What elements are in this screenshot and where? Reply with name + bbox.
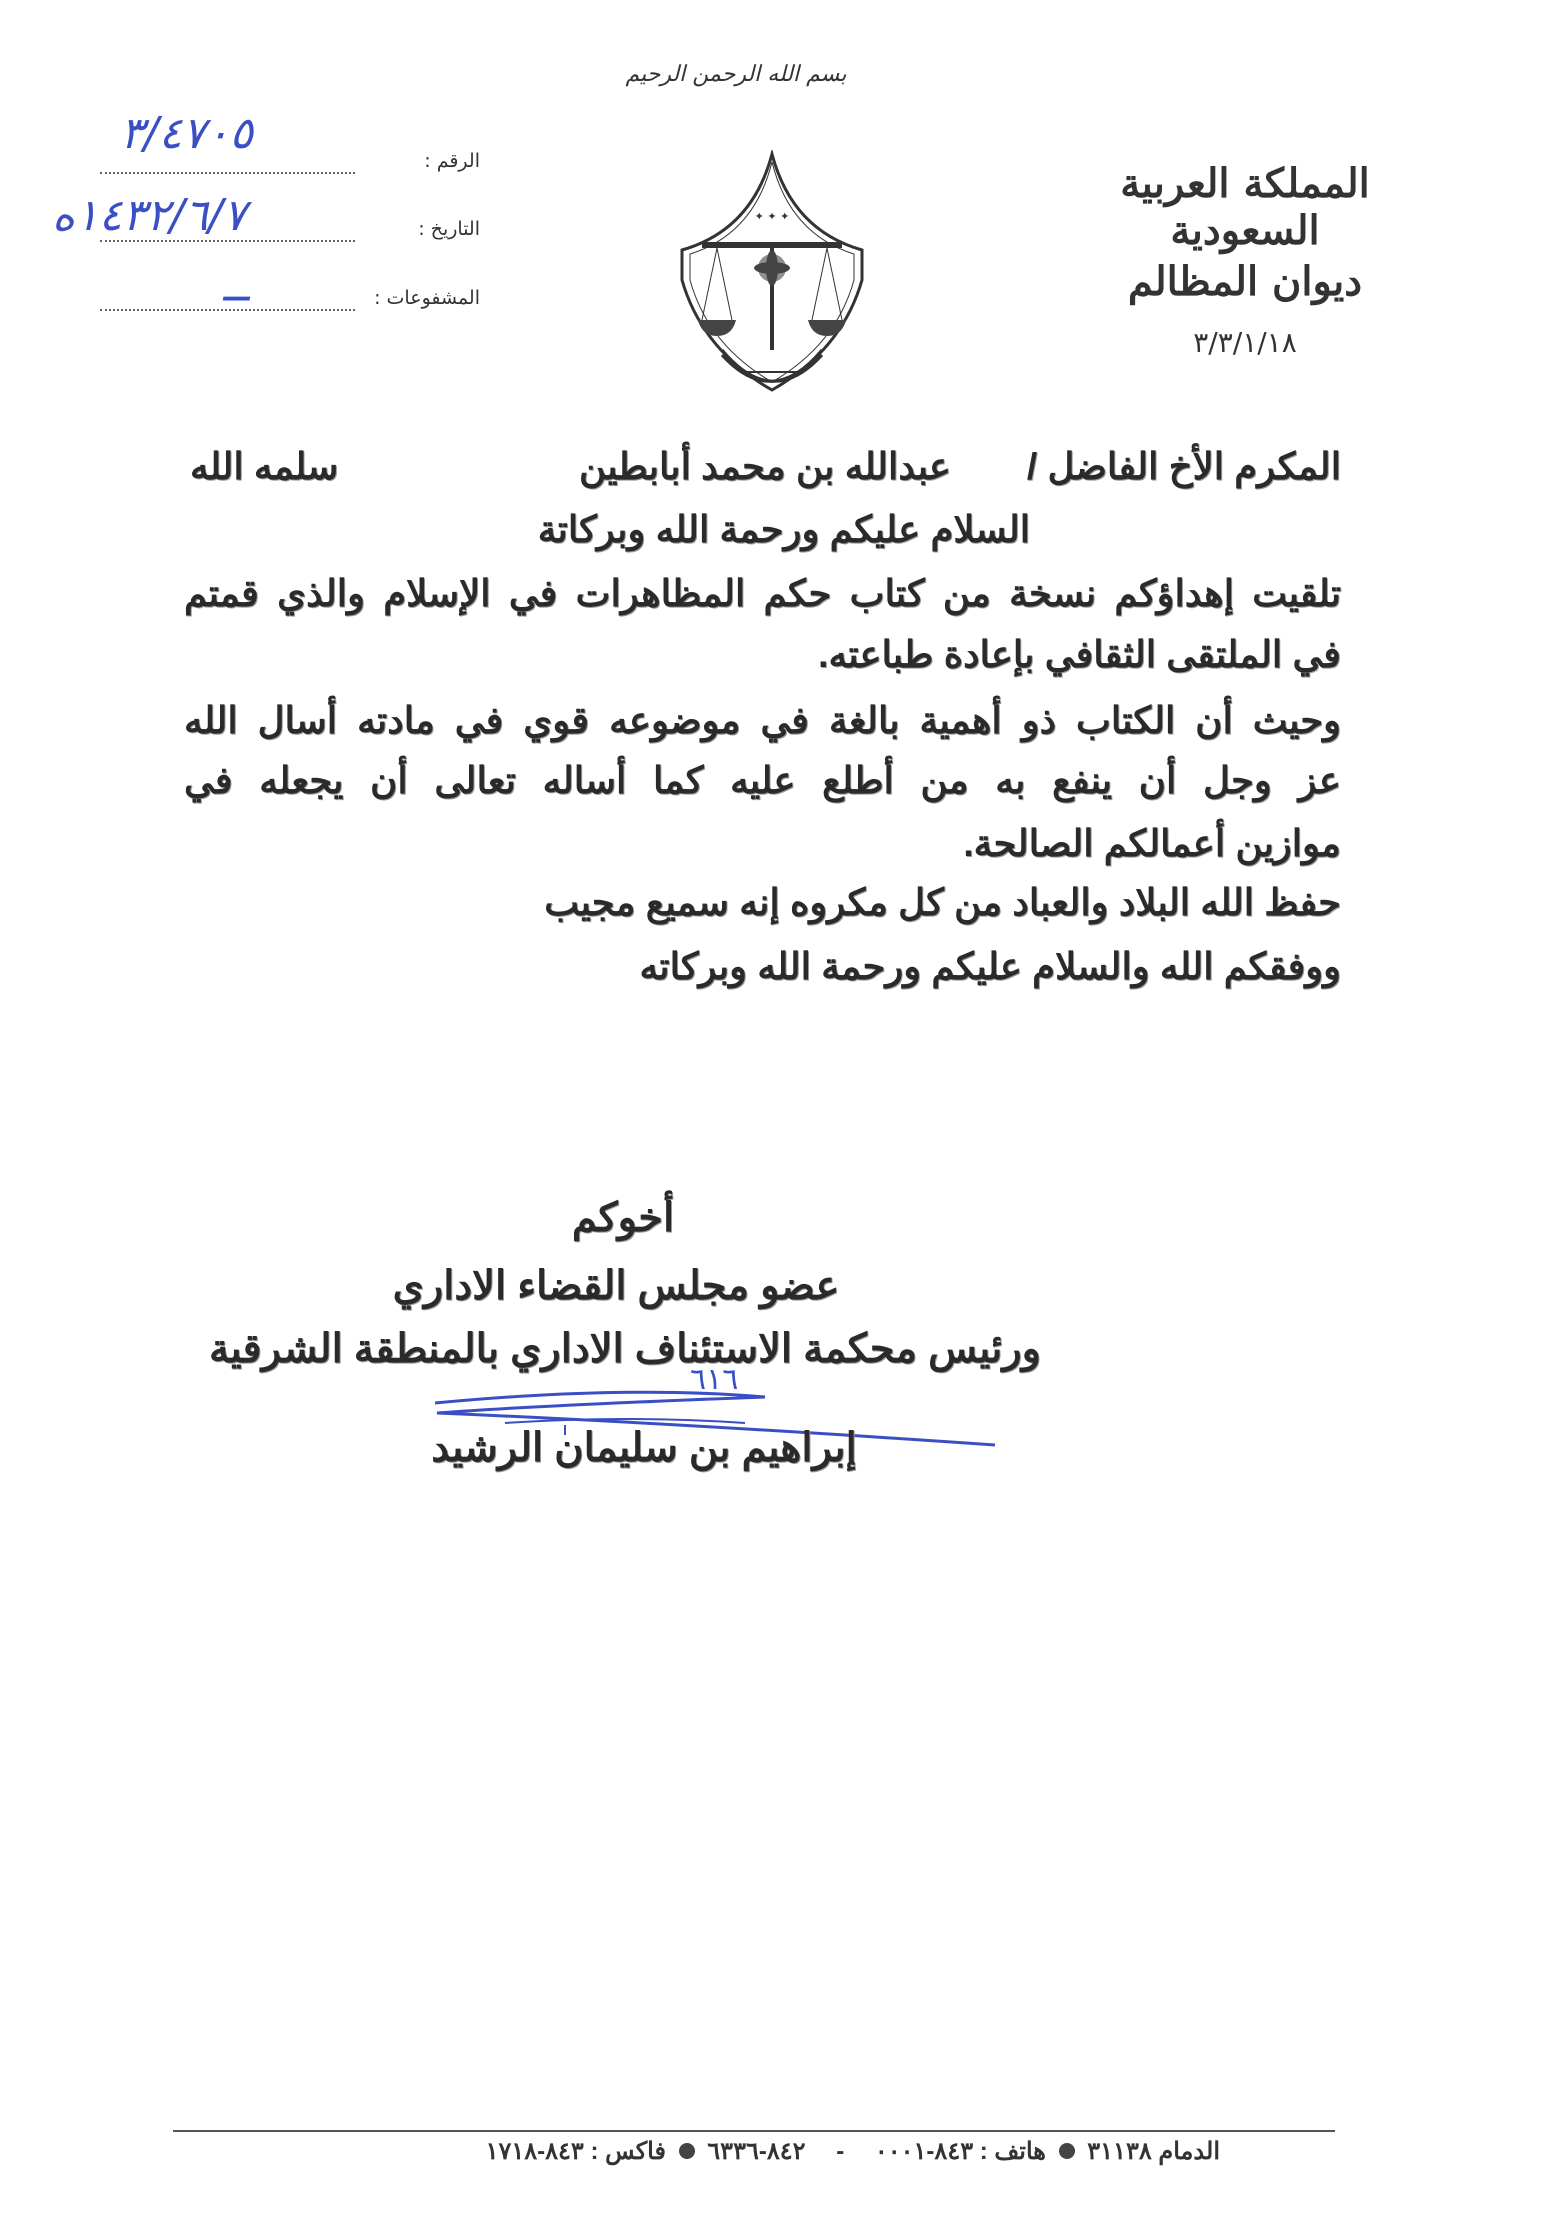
reference-number-handwritten: ٣/٤٧٠٥ — [120, 108, 253, 159]
attachments-handwritten: — — [222, 280, 252, 315]
reference-date-handwritten: ه١٤٣٢/٦/٧ — [52, 190, 247, 241]
svg-text:✦ ✦ ✦: ✦ ✦ ✦ — [754, 210, 790, 223]
salutation-prefix: المكرم الأخ الفاضل / — [1026, 446, 1341, 487]
kingdom-title: المملكة العربية السعودية — [1120, 160, 1370, 254]
bullet-icon — [1059, 2143, 1075, 2159]
body-line: تلقيت إهداؤكم نسخة من كتاب حكم المظاهرات في الإسلام والذي قمتم — [184, 573, 1341, 614]
signer-title-2: ورئيس محكمة الاستئناف الاداري بالمنطقة الشرقية — [209, 1327, 1041, 1371]
attachments-label: المشفوعات : — [374, 287, 480, 309]
body-line: ووفقكم الله والسلام عليكم ورحمة الله وبركاته — [639, 946, 1341, 987]
greeting: السلام عليكم ورحمة الله وبركاتة — [537, 509, 1030, 550]
signature-initials: ٦١٦ — [690, 1362, 739, 1397]
date-label: التاريخ : — [418, 218, 480, 240]
footer-contact — [290, 2137, 1220, 2166]
body-line: موازين أعمالكم الصالحة. — [963, 823, 1341, 864]
recipient-name: عبدالله بن محمد أبابطين — [579, 446, 951, 487]
signer-name: إبراهيم بن سليمان الرشيد — [431, 1426, 857, 1470]
body-line: في الملتقى الثقافي بإعادة طباعته. — [818, 634, 1341, 675]
scales-emblem-icon — [672, 150, 872, 395]
salutation-suffix: سلمه الله — [190, 446, 339, 487]
department-title: ديوان المظالم — [1127, 258, 1363, 305]
phone-label: هاتف : — [979, 2138, 1046, 2165]
fax-number: ٨٤٣-١٧١٨ — [485, 2138, 584, 2165]
phone-separator: - — [836, 2138, 845, 2165]
signer-title-1: عضو مجلس القضاء الاداري — [392, 1264, 840, 1308]
phone-2: ٨٤٢-٦٣٣٦ — [707, 2138, 806, 2165]
footer-divider — [173, 2130, 1335, 2132]
number-dotted-line — [100, 172, 355, 174]
department-code: ٣/٣/١/١٨ — [1193, 326, 1297, 359]
body-line: وحيث أن الكتاب ذو أهمية بالغة في موضوعه قوي في مادته أسال الله — [184, 700, 1341, 741]
phone-1: ٨٤٣-٠٠٠١ — [874, 2138, 974, 2165]
basmala: بسم الله الرحمن الرحيم — [625, 62, 847, 87]
body-line: عز وجل أن ينفع به من أطلع عليه كما أساله تعالى أن يجعله في — [184, 760, 1341, 801]
closing: أخوكم — [571, 1196, 675, 1240]
footer-city: الدمام ٣١١٣٨ — [1087, 2138, 1220, 2165]
bullet-icon — [679, 2143, 695, 2159]
number-label: الرقم : — [424, 150, 480, 172]
fax-label: فاكس : — [590, 2138, 666, 2165]
body-line: حفظ الله البلاد والعباد من كل مكروه إنه سميع مجيب — [544, 882, 1341, 923]
